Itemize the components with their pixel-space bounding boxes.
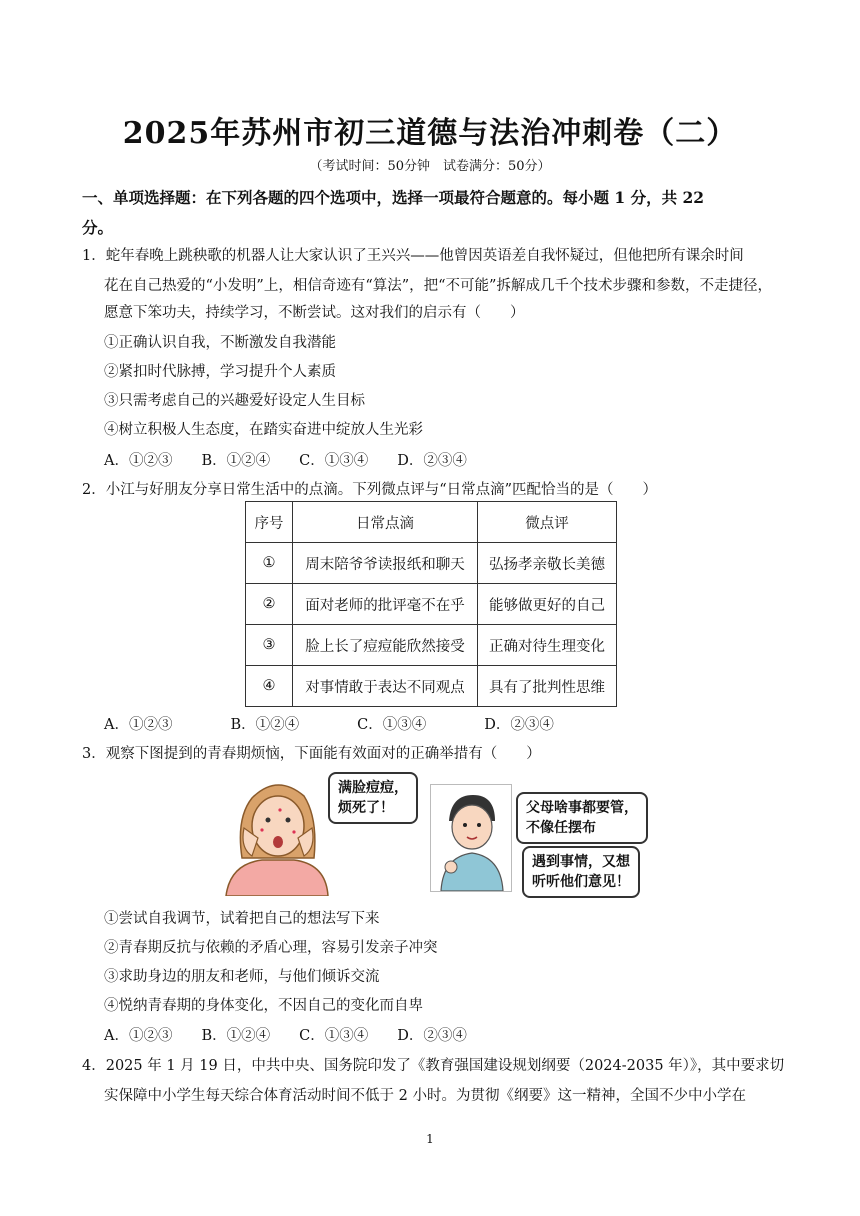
thinking-boy-illustration (431, 785, 511, 891)
q1-stem-line3: 愿意下笨功夫，持续学习，不断尝试。这对我们的启示有（ ） (104, 305, 525, 321)
q3-option-2: ②青春期反抗与依赖的矛盾心理，容易引发亲子冲突 (104, 940, 438, 956)
section-heading-line2: 分。 (82, 218, 114, 237)
header-cell: 微点评 (478, 502, 617, 543)
table-cell: 具有了批判性思维 (478, 666, 617, 707)
section-heading (82, 183, 782, 243)
q1-stem-line1: 1．蛇年春晚上跳秧歌的机器人让大家认识了王兴兴——他曾因英语差自我怀疑过，但他把所有课余时间 (82, 248, 744, 264)
q1-option-3: ③只需考虑自己的兴趣爱好设定人生目标 (104, 393, 365, 409)
exam-title: 2025年苏州市初三道德与法治冲刺卷（二） (122, 116, 738, 151)
table-row (246, 625, 617, 666)
bubble-text: 遇到事情，又想 (532, 854, 630, 870)
speech-bubble-parents (516, 792, 648, 844)
table-cell: 能够做更好的自己 (478, 584, 617, 625)
table-row (246, 584, 617, 625)
q1-choices: A．①②③ B．①②④ C．①③④ D．②③④ (104, 453, 467, 469)
q2-choices: A．①②③ B．①②④ C．①③④ D．②③④ (104, 717, 554, 733)
table-cell: ① (246, 543, 293, 584)
table-cell: 正确对待生理变化 (478, 625, 617, 666)
q1-option-4: ④树立积极人生态度，在踏实奋进中绽放人生光彩 (104, 422, 423, 438)
speech-bubble-acne (328, 772, 418, 824)
q3-option-3: ③求助身边的朋友和老师，与他们倾诉交流 (104, 969, 380, 985)
q4-stem-line2: 实保障中小学生每天综合体育活动时间不低于 2 小时。为贯彻《纲要》这一精神，全国不少中小学在 (104, 1088, 746, 1104)
bubble-text: 不像任摆布 (526, 820, 596, 836)
table-cell: 周末陪爷爷读报纸和聊天 (293, 543, 478, 584)
bubble-text: 父母啥事都要管， (526, 800, 638, 816)
q3-choices: A．①②③ B．①②④ C．①③④ D．②③④ (104, 1028, 467, 1044)
page-number: 1 (426, 1132, 434, 1146)
q1-option-1: ①正确认识自我，不断激发自我潜能 (104, 335, 336, 351)
table-cell: ④ (246, 666, 293, 707)
bubble-text: 烦死了！ (338, 800, 394, 816)
exam-subtitle: （考试时间：50分钟 试卷满分：50分） (309, 159, 551, 174)
q1-option-2: ②紧扣时代脉搏，学习提升个人素质 (104, 364, 336, 380)
bubble-text: 听听他们意见！ (532, 874, 630, 890)
q2-stem: 2．小江与好朋友分享日常生活中的点滴。下列微点评与“日常点滴”匹配恰当的是（ ） (82, 482, 658, 498)
q2-table (245, 501, 617, 707)
table-cell: 面对老师的批评毫不在乎 (293, 584, 478, 625)
section-heading-line1: 一、单项选择题：在下列各题的四个选项中，选择一项最符合题意的。每小题 1 分，共 22 (82, 188, 705, 207)
table-row (246, 543, 617, 584)
q3-option-4: ④悦纳青春期的身体变化，不因自己的变化而自卑 (104, 998, 423, 1014)
worried-girl-illustration (222, 768, 332, 896)
table-cell: 脸上长了痘痘能欣然接受 (293, 625, 478, 666)
table-header-row (246, 502, 617, 543)
q3-stem: 3．观察下图提到的青春期烦恼，下面能有效面对的正确举措有（ ） (82, 746, 541, 762)
bubble-text: 满脸痘痘， (338, 780, 408, 796)
speech-bubble-advice (522, 846, 640, 898)
table-cell: ② (246, 584, 293, 625)
header-cell: 序号 (246, 502, 293, 543)
q3-option-1: ①尝试自我调节，试着把自己的想法写下来 (104, 911, 380, 927)
header-cell: 日常点滴 (293, 502, 478, 543)
table-cell: ③ (246, 625, 293, 666)
table-cell: 弘扬孝亲敬长美德 (478, 543, 617, 584)
table-cell: 对事情敢于表达不同观点 (293, 666, 478, 707)
q1-stem-line2: 花在自己热爱的“小发明”上，相信奇迹有“算法”，把“不可能”拆解成几千个技术步骤和参数，不走捷径， (104, 278, 772, 294)
q4-stem-line1: 4．2025 年 1 月 19 日，中共中央、国务院印发了《教育强国建设规划纲要（2024-2035 年）》，其中要求切 (82, 1058, 785, 1074)
boy-illustration-frame (430, 784, 512, 892)
table-row (246, 666, 617, 707)
